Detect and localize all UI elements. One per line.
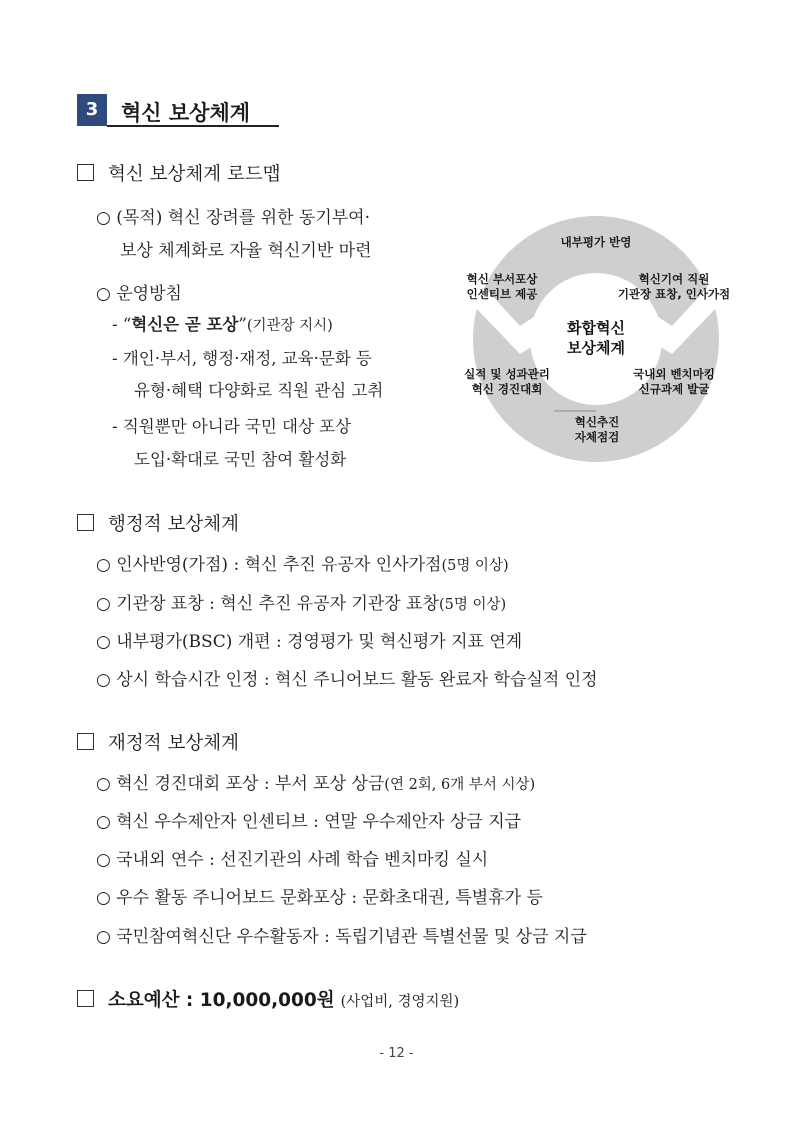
page-number: - 12 -: [379, 1046, 414, 1061]
label-left-top: [447, 272, 557, 302]
budget-label: 소요예산 : 10,000,000원: [108, 990, 335, 1011]
policy-bullet-2-line-1: - 개인·부서, 행정·재정, 교육·문화 등: [112, 349, 372, 368]
quote-prefix: - “: [112, 315, 132, 334]
budget-line: [77, 986, 459, 1012]
checkbox-square-icon: [77, 990, 94, 1007]
item-note: (연 2회, 6개 부서 시상): [384, 777, 536, 793]
section-number: 3: [77, 94, 107, 126]
item-note: (5명 이상): [441, 558, 509, 574]
bottom-line-1: 혁신추진: [574, 415, 620, 429]
policy-bullet-2-line-2: 유형·혜택 다양화로 직원 관심 고취: [134, 381, 384, 400]
item-note: (5명 이상): [438, 597, 507, 613]
checkbox-square-icon: [77, 733, 94, 750]
list-item: [96, 807, 521, 832]
left-bottom-line-1: 실적 및 성과관리: [464, 367, 550, 381]
reward-system-diagram: [452, 214, 740, 464]
list-item: [96, 665, 598, 690]
label-right-top: [604, 272, 744, 302]
list-item: [96, 922, 587, 947]
bottom-line-2: 자체점검: [574, 430, 620, 444]
right-bottom-line-1: 국내외 벤치마킹: [633, 367, 715, 381]
quote-note: (기관장 지시): [246, 318, 333, 334]
budget-note: (사업비, 경영지원): [340, 994, 460, 1010]
section-underline: [107, 125, 279, 127]
item-main: ○ 인사반영(가점) : 혁신 추진 유공자 인사가점: [96, 555, 442, 575]
item-main: ○ 내부평가(BSC) 개편 : 경영평가 및 혁신평가 지표 연계: [96, 632, 523, 652]
purpose-line-1: ○ (목적) 혁신 장려를 위한 동기부여·: [96, 208, 371, 228]
item-main: ○ 혁신 우수제안자 인센티브 : 연말 우수제안자 상금 지급: [96, 812, 522, 832]
center-line-1: 화합혁신: [567, 319, 625, 337]
item-main: ○ 국민참여혁신단 우수활동자 : 독립기념관 특별선물 및 상금 지급: [96, 927, 587, 947]
policy-quote: [112, 311, 333, 335]
label-bottom: [532, 415, 662, 445]
list-item: [96, 769, 535, 794]
checkbox-square-icon: [77, 164, 94, 181]
item-main: ○ 국내외 연수 : 선진기관의 사례 학습 벤치마킹 실시: [96, 850, 489, 870]
right-bottom-line-2: 신규과제 발굴: [638, 382, 710, 396]
right-top-line-1: 혁신기여 직원: [638, 272, 710, 286]
left-top-line-1: 혁신 부서포상: [466, 272, 538, 286]
roadmap-heading: [77, 160, 281, 186]
item-main: ○ 혁신 경진대회 포상 : 부서 포상 상금: [96, 774, 385, 794]
policy-bullet-3-line-1: - 직원뿐만 아니라 국민 대상 포상: [112, 417, 352, 436]
quote-bold: 혁신은 곧 포상: [131, 315, 239, 334]
financial-heading-text: 재정적 보상체계: [108, 733, 239, 754]
section-heading: 혁신 보상체계: [121, 101, 251, 125]
right-top-line-2: 기관장 표창, 인사가점: [617, 287, 731, 301]
diagram-center: [546, 318, 646, 358]
checkbox-square-icon: [77, 514, 94, 531]
list-item: [96, 883, 543, 908]
left-top-line-2: 인센티브 제공: [466, 287, 538, 301]
left-bottom-line-2: 혁신 경진대회: [471, 382, 543, 396]
administrative-heading-text: 행정적 보상체계: [108, 514, 239, 535]
item-main: ○ 우수 활동 주니어보드 문화포상 : 문화초대권, 특별휴가 등: [96, 888, 543, 908]
label-right-bottom: [614, 367, 734, 397]
financial-heading: [77, 729, 239, 755]
list-item: [96, 627, 522, 652]
policy-label: ○ 운영방침: [96, 284, 182, 304]
list-item: [96, 589, 506, 614]
roadmap-heading-text: 혁신 보상체계 로드맵: [108, 164, 281, 185]
label-top: 내부평가 반영: [560, 235, 632, 249]
policy-bullet-3-line-2: 도입·확대로 국민 참여 활성화: [134, 450, 347, 469]
quote-suffix: ”: [238, 315, 247, 334]
list-item: [96, 550, 509, 575]
list-item: [96, 845, 488, 870]
purpose-line-2: 보상 체계화로 자율 혁신기반 마련: [120, 241, 372, 261]
administrative-heading: [77, 510, 239, 536]
item-main: ○ 상시 학습시간 인정 : 혁신 주니어보드 활동 완료자 학습실적 인정: [96, 670, 598, 690]
label-left-bottom: [452, 367, 562, 397]
item-main: ○ 기관장 표창 : 혁신 추진 유공자 기관장 표창: [96, 594, 439, 614]
center-line-2: 보상체계: [567, 339, 625, 357]
